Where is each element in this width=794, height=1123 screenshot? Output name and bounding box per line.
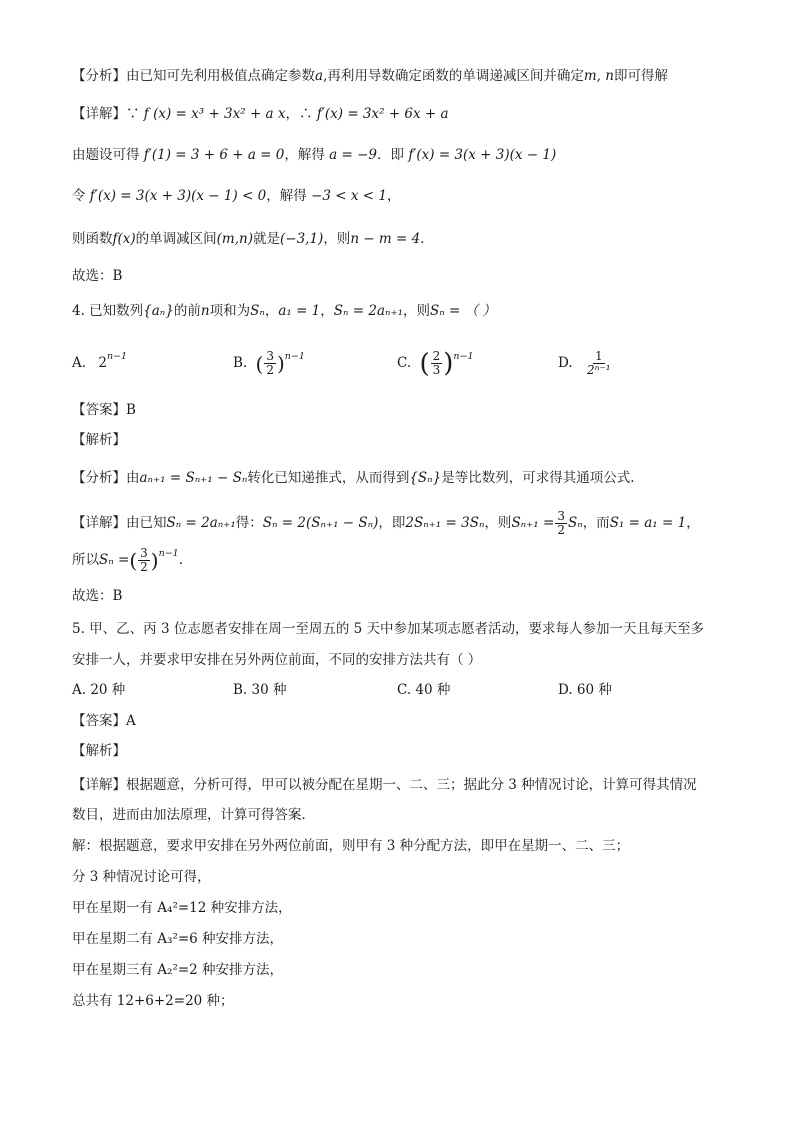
detail-q5-line-4: 分 3 种情况讨论可得， xyxy=(72,869,211,885)
option-c-q4: C. ( $\frac{2}{3}$ )$^{n-1}$ xyxy=(397,348,474,379)
detail-tag: 【详解】 xyxy=(72,106,126,122)
option-c-q5: C. 40 种 xyxy=(397,682,451,698)
derivation-line-2: 令 f′(x) = 3(x + 3)(x − 1) < 0，解得 −3 < x < 1， xyxy=(72,188,401,204)
detail-q5-line-6: 甲在星期二有 A₃²=6 种安排方法， xyxy=(72,931,284,947)
derivation-line-3: 则函数f(x)的单调减区间(m,n)就是(−3,1)，则n − m = 4． xyxy=(72,231,434,247)
analysis-line-q3: 【分析】由已知可先利用极值点确定参数a,再利用导数确定函数的单调递减区间并确定m, n即可得解 xyxy=(72,68,668,84)
solution-tag-q5: 【解析】 xyxy=(72,743,126,759)
question-5-line-1: 5. 甲、乙、丙 3 位志愿者安排在周一至周五的 5 天中参加某项志愿者活动，要求每人参加一天且每天至多 xyxy=(72,621,705,637)
analysis-tag: 【分析】 xyxy=(72,68,126,84)
detail-q5-line-7: 甲在星期三有 A₂²=2 种安排方法， xyxy=(72,962,284,978)
question-4: 4. 已知数列{aₙ}的前n项和为Sₙ，a₁ = 1，Sₙ = 2aₙ₊₁，则Sₙ = （ ） xyxy=(72,303,496,319)
detail-q5-line-5: 甲在星期一有 A₄²=12 种安排方法， xyxy=(72,900,292,916)
detail-q5-line-2: 数目，进而由加法原理，计算可得答案． xyxy=(72,807,315,823)
solution-tag-q4: 【解析】 xyxy=(72,432,126,448)
answer-q4: 【答案】B xyxy=(72,402,136,418)
analysis-q4: 【分析】由aₙ₊₁ = Sₙ₊₁ − Sₙ转化已知递推式，从而得到{Sₙ}是等比数列，可求得其通项公式. xyxy=(72,470,635,486)
option-b-q5: B. 30 种 xyxy=(233,682,287,698)
answer-q5: 【答案】A xyxy=(72,713,136,729)
detail-q5-line-3: 解：根据题意，要求甲安排在另外两位前面，则甲有 3 种分配方法，即甲在星期一、二、三； xyxy=(72,838,630,854)
detail-q4: 【详解】由已知Sₙ = 2aₙ₊₁得：Sₙ = 2(Sₙ₊₁ − Sₙ)，即2Sₙ₊₁ = 3Sₙ，则Sₙ₊₁ = $\frac{3}{2}$ Sₙ，而S₁ = a₁ = 1， xyxy=(72,509,700,537)
detail-q5-line-8: 总共有 12+6+2=20 种； xyxy=(72,993,234,1009)
derivation-line-1: 由题设可得 f′(1) = 3 + 6 + a = 0，解得 a = −9．即 f′(x) = 3(x + 3)(x − 1) xyxy=(72,147,557,163)
choice-q4: 故选：B xyxy=(72,588,123,604)
detail-line-q3: 【详解】∵ f (x) = x³ + 3x² + a x，∴ f′(x) = 3x² + 6x + a xyxy=(72,106,449,122)
option-a-q5: A. 20 种 xyxy=(72,682,126,698)
option-d-q5: D. 60 种 xyxy=(558,682,612,698)
detail-q5-line-1: 【详解】根据题意，分析可得，甲可以被分配在星期一、二、三；据此分 3 种情况讨论，计算可得其情况 xyxy=(72,777,697,793)
option-b-q4: B. ( $\frac{3}{2}$ )$^{n-1}$ xyxy=(233,349,305,377)
choice-line-q3: 故选：B xyxy=(72,268,123,284)
question-5-line-2: 安排一人，并要求甲安排在另外两位前面，不同的安排方法共有（ ） xyxy=(72,652,482,668)
option-d-q4: D. $\frac{1}{\text{2ⁿ⁻¹}}$ xyxy=(558,349,611,377)
option-a-q4: A. $2^{n-1}$ xyxy=(72,351,128,371)
detail-q4-sum: 所以Sₙ =( $\frac{3}{2}$ )$^{n-1}$. xyxy=(72,546,184,574)
